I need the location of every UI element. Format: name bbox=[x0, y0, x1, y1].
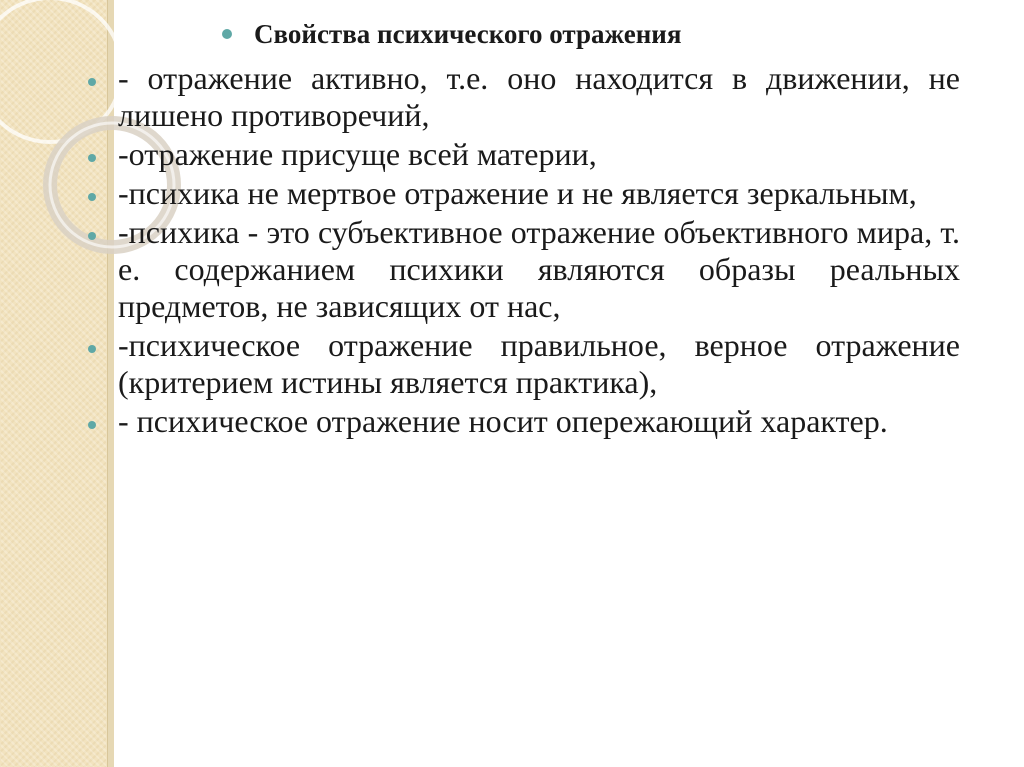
list-item bbox=[88, 403, 960, 440]
bullet-icon bbox=[88, 345, 96, 353]
list-item bbox=[88, 60, 960, 134]
list-item-text: - отражение активно, т.е. оно находится в движении, не лишено противоречий, bbox=[118, 60, 960, 133]
list-item bbox=[88, 214, 960, 325]
slide-title-row bbox=[222, 14, 681, 54]
bullet-icon bbox=[88, 421, 96, 429]
list-item-text: -психика не мертвое отражение и не является зеркальным, bbox=[118, 175, 917, 211]
list-item-text: - психическое отражение носит опережающий характер. bbox=[118, 403, 888, 439]
properties-list bbox=[88, 60, 960, 442]
bullet-icon bbox=[88, 232, 96, 240]
list-item-text: -отражение присуще всей материи, bbox=[118, 136, 597, 172]
list-item bbox=[88, 327, 960, 401]
bullet-icon bbox=[88, 193, 96, 201]
list-item bbox=[88, 175, 960, 212]
title-bullet-icon bbox=[222, 29, 232, 39]
bullet-icon bbox=[88, 78, 96, 86]
list-item-text: -психическое отражение правильное, верное отражение (критерием истины является практика), bbox=[118, 327, 960, 400]
list-item bbox=[88, 136, 960, 173]
bullet-icon bbox=[88, 154, 96, 162]
slide-title: Свойства психического отражения bbox=[254, 18, 682, 49]
list-item-text: -психика - это субъективное отражение объективного мира, т. е. содержанием психики являются образы реальных предметов, не зависящих от нас, bbox=[118, 214, 960, 324]
